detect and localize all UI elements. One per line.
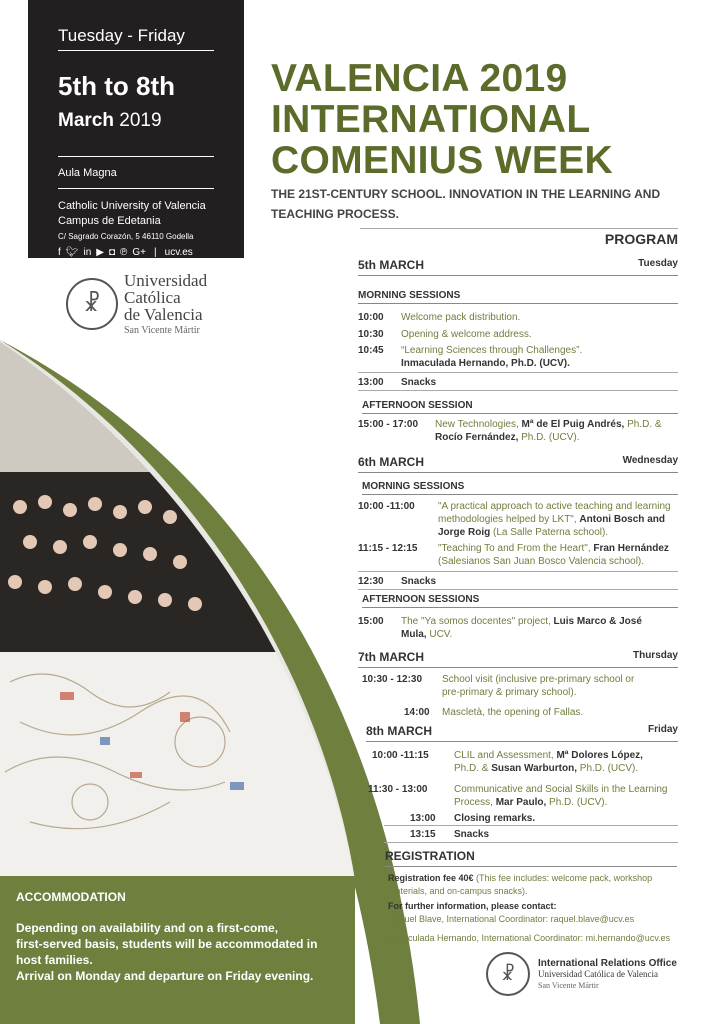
program-row: 10:45 “Learning Sciences through Challenges”. Inmaculada Hernando, Ph.D. (UCV).: [358, 345, 583, 369]
event-month: March 2019: [58, 110, 162, 131]
session-heading: MORNING SESSIONS: [358, 290, 678, 304]
email-link[interactable]: raquel.blave@ucv.es: [550, 914, 635, 924]
registration-heading: REGISTRATION: [385, 849, 677, 867]
accommodation-title: ACCOMMODATION: [16, 890, 126, 904]
program-row: 10:00 Welcome pack distribution.: [358, 312, 521, 323]
program-row: 13:00 Closing remarks.: [410, 813, 536, 824]
program-row: 10:30 - 12:30 School visit (inclusive pre-primary school or pre-primary & primary school).: [362, 674, 635, 698]
registration-fee: Registration fee 40€ (This fee includes: welcome pack, workshop materials, and on-campus snacks).: [388, 873, 653, 896]
separator: |: [154, 247, 157, 258]
program-row: 11:15 - 12:15 "Teaching To and From the Heart", Fran Hernández (Salesianos San Juan Bosco Valencia school).: [358, 543, 669, 567]
divider: [58, 188, 214, 189]
program-row: 14:00 Mascletà, the opening of Fallas.: [404, 707, 584, 718]
event-subtitle: THE 21ST-CENTURY SCHOOL. INNOVATION IN THE LEARNING AND TEACHING PROCESS.: [271, 187, 661, 221]
contact-1: Raquel Blave, International Coordinator: raquel.blave@ucv.es: [388, 914, 635, 924]
program-row: 15:00 - 17:00 New Technologies, Mª de El Puig Andrés, Ph.D. & Rocío Fernández, Ph.D. (UCV).: [358, 419, 662, 443]
program-heading: PROGRAM: [360, 228, 678, 247]
contact-2: Inmaculada Hernando, International Coordinator: mi.hernando@ucv.es: [388, 933, 671, 943]
facebook-icon[interactable]: f: [58, 247, 61, 258]
accommodation-arrival: Arrival on Monday and departure on Friday evening.: [16, 969, 314, 983]
program-row: 15:00 The "Ya somos docentes" project, Luis Marco & José Mula, UCV.: [358, 616, 642, 640]
day-header: 8th MARCH Friday: [366, 724, 678, 742]
event-days: Tuesday - Friday: [58, 26, 214, 51]
event-info-box: [28, 0, 244, 258]
university-logo: ☧ Universidad Católica de Valencia San Vicente Mártir: [66, 272, 207, 336]
registration-contact: For further information, please contact:: [388, 901, 557, 911]
twitter-icon[interactable]: 🐦︎: [65, 247, 79, 258]
google-plus-icon[interactable]: G+: [132, 247, 147, 258]
session-heading: AFTERNOON SESSION: [362, 400, 678, 414]
event-dates: 5th to 8th: [58, 71, 175, 101]
university-seal-icon: ☧: [66, 278, 118, 330]
accommodation-box: [0, 876, 355, 1024]
event-title: VALENCIA 2019 INTERNATIONAL COMENIUS WEEK: [271, 57, 613, 182]
divider: [358, 571, 678, 572]
divider: [58, 156, 214, 157]
instagram-icon[interactable]: ◘: [108, 247, 116, 258]
university-name: Catholic University of Valencia Campus de Edetania: [58, 200, 206, 227]
day-header: 6th MARCH Wednesday: [358, 455, 678, 473]
divider: [358, 372, 678, 373]
program-row: 10:30 Opening & welcome address.: [358, 329, 532, 340]
accommodation-text: Depending on availability and on a first-come, first-served basis, students will be accommodated in host families.: [16, 921, 318, 967]
program-row: 10:00 -11:00 "A practical approach to active teaching and learning methodologies helped by LKT", Antoni Bosch and Jorge Roig (La Salle Paterna school).: [358, 501, 671, 538]
social-links: [58, 247, 214, 258]
address: C/ Sagrado Corazón, 5 46110 Godella: [58, 232, 194, 241]
day-header: 7th MARCH Thursday: [358, 650, 678, 668]
event-venue: Aula Magna: [58, 167, 117, 179]
divider: [358, 589, 678, 590]
divider: [384, 825, 678, 826]
divider: [358, 390, 678, 391]
website-link[interactable]: ucv.es: [164, 247, 193, 258]
linkedin-icon[interactable]: in: [83, 247, 92, 258]
youtube-icon[interactable]: ▶: [96, 247, 104, 258]
pinterest-icon[interactable]: ℗: [120, 247, 128, 258]
program-row: 10:00 -11:15 CLIL and Assessment, Mª Dolores López, Ph.D. & Susan Warburton, Ph.D. (UCV).: [372, 750, 643, 774]
program-row: 13:15 Snacks: [410, 829, 490, 840]
program-row: 13:00 Snacks: [358, 377, 437, 388]
program-row: 12:30 Snacks: [358, 576, 437, 587]
email-link[interactable]: mi.hernando@ucv.es: [585, 933, 671, 943]
university-seal-icon: ☧: [486, 952, 530, 996]
session-heading: AFTERNOON SESSIONS: [362, 594, 678, 608]
group-photo: [0, 342, 380, 882]
divider: [384, 842, 678, 843]
session-heading: MORNING SESSIONS: [362, 481, 678, 495]
international-relations-office-logo: ☧ International Relations Office Universidad Católica de Valencia San Vicente Mártir: [486, 952, 677, 996]
program-row: 11:30 - 13:00 Communicative and Social Skills in the Learning Process, Mar Paulo, Ph.D. (UCV).: [368, 784, 668, 808]
day-header: 5th MARCH Tuesday: [358, 258, 678, 276]
